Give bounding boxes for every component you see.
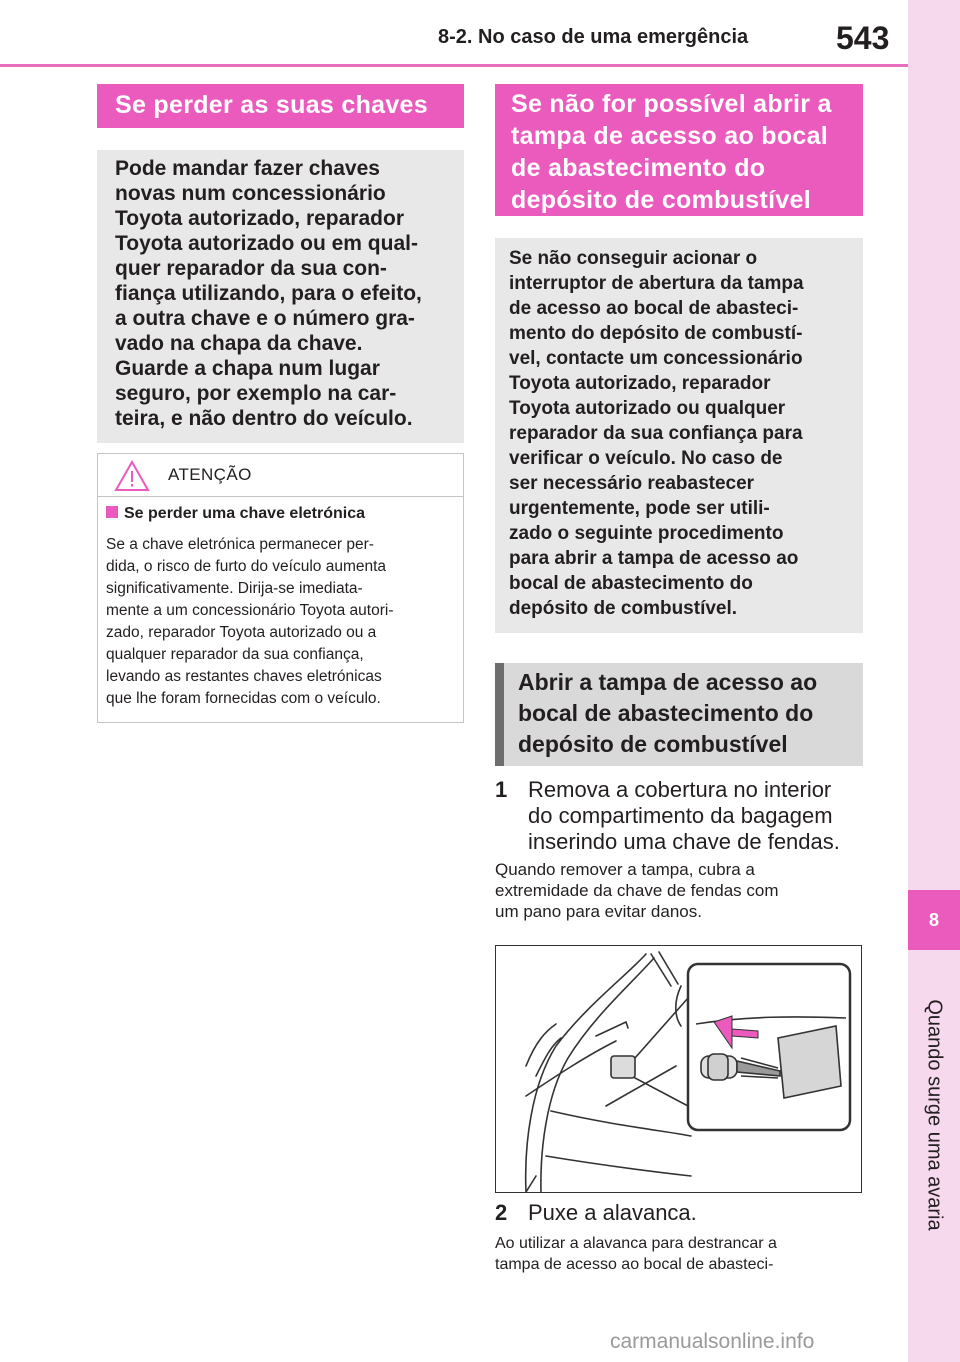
step-2-note [495,1233,855,1275]
footer-watermark: carmanualsonline.info [610,1330,815,1353]
info-line: quer reparador da sua con- [115,257,387,280]
note-line: extremidade da chave de fendas com [495,881,779,900]
info-line: a outra chave e o número gra- [115,307,415,330]
header-rule [0,64,908,67]
info-line: bocal de abastecimento do [509,573,753,594]
step-line: do compartimento da bagagem [528,803,833,828]
warning-line: qualquer reparador da sua confiança, [106,646,364,663]
info-line: seguro, por exemplo na car- [115,382,397,405]
warning-subheading [106,505,365,523]
info-line: vel, contacte um concessionário [509,348,803,369]
warning-header [98,454,463,497]
info-line: teira, e não dentro do veículo. [115,407,413,430]
info-line: de acesso ao bocal de abasteci- [509,298,799,319]
info-line: ser necessário reabastecer [509,473,755,494]
info-box-fuel-door [495,238,863,633]
warning-box [97,453,464,723]
subheading-line: bocal de abastecimento do [518,700,814,726]
warning-line: significativamente. Dirija-se imediata- [106,580,363,597]
warning-body [106,534,456,710]
step-text: Puxe a alavanca. [528,1200,697,1225]
heading-line: depósito de combustível [511,186,812,214]
info-line: mento do depósito de combustí- [509,323,803,344]
info-line: Toyota autorizado ou em qual- [115,232,418,255]
note-line: Quando remover a tampa, cubra a [495,860,755,879]
heading-line: tampa de acesso ao bocal [511,122,829,150]
info-line: Guarde a chapa num lugar [115,357,380,380]
subheading-line: Abrir a tampa de acesso ao [518,669,818,695]
step-2 [495,1200,697,1226]
info-box-lost-keys [97,150,464,443]
warning-subheading-text: Se perder uma chave eletrónica [124,505,365,522]
note-line: um pano para evitar danos. [495,902,702,921]
step-line: inserindo uma chave de fendas. [528,829,840,854]
heading-fuel-door [495,84,863,216]
info-line: vado na chapa da chave. [115,332,363,355]
chapter-title: Quando surge uma avaria [923,999,946,1231]
subheading-open-fuel-door [495,663,863,766]
note-line: Ao utilizar a alavanca para destrancar a [495,1235,777,1252]
info-line: verificar o veículo. No caso de [509,448,783,469]
warning-line: levando as restantes chaves eletrónicas [106,668,382,685]
warning-line: mente a um concessionário Toyota autori- [106,602,394,619]
illustration-trunk-cover [495,945,862,1193]
page-number: 543 [836,20,890,56]
warning-line: que lhe foram fornecidas com o veículo. [106,690,381,707]
info-line: zado o seguinte procedimento [509,523,784,544]
step-number: 1 [495,777,508,802]
step-text [495,777,865,855]
info-line: Se não conseguir acionar o [509,248,758,269]
info-line: novas num concessionário [115,182,386,205]
chapter-number-badge: 8 [908,890,960,950]
warning-label: ATENÇÃO [168,465,252,484]
heading-lost-keys: Se perder as suas chaves [97,84,464,128]
info-line: Toyota autorizado, reparador [115,207,404,230]
info-line: depósito de combustível. [509,598,738,619]
section-title: 8-2. No caso de uma emergência [438,26,749,48]
heading-line: de abastecimento do [511,154,766,182]
info-line: Pode mandar fazer chaves [115,157,380,180]
trunk-illustration-drawing [496,946,861,1192]
info-line: urgentemente, pode ser utili- [509,498,770,519]
step-number: 2 [495,1200,508,1225]
warning-triangle-icon [114,460,150,492]
square-bullet-icon [106,506,118,518]
subheading-line: depósito de combustível [518,731,788,757]
warning-line: zado, reparador Toyota autorizado ou a [106,624,377,641]
info-line: Toyota autorizado ou qualquer [509,398,786,419]
info-line: para abrir a tampa de acesso ao [509,548,799,569]
info-line: fiança utilizando, para o efeito, [115,282,422,305]
info-line: reparador da sua confiança para [509,423,803,444]
step-line: Remova a cobertura no interior [528,777,832,802]
step-1-note [495,859,855,922]
heading-line: Se não for possível abrir a [511,90,832,118]
warning-line: dida, o risco de furto do veículo aumenta [106,558,387,575]
step-1 [495,777,865,855]
info-line: Toyota autorizado, reparador [509,373,771,394]
note-line: tampa de acesso ao bocal de abasteci- [495,1256,774,1273]
info-line: interruptor de abertura da tampa [509,273,804,294]
warning-line: Se a chave eletrónica permanecer per- [106,536,374,553]
